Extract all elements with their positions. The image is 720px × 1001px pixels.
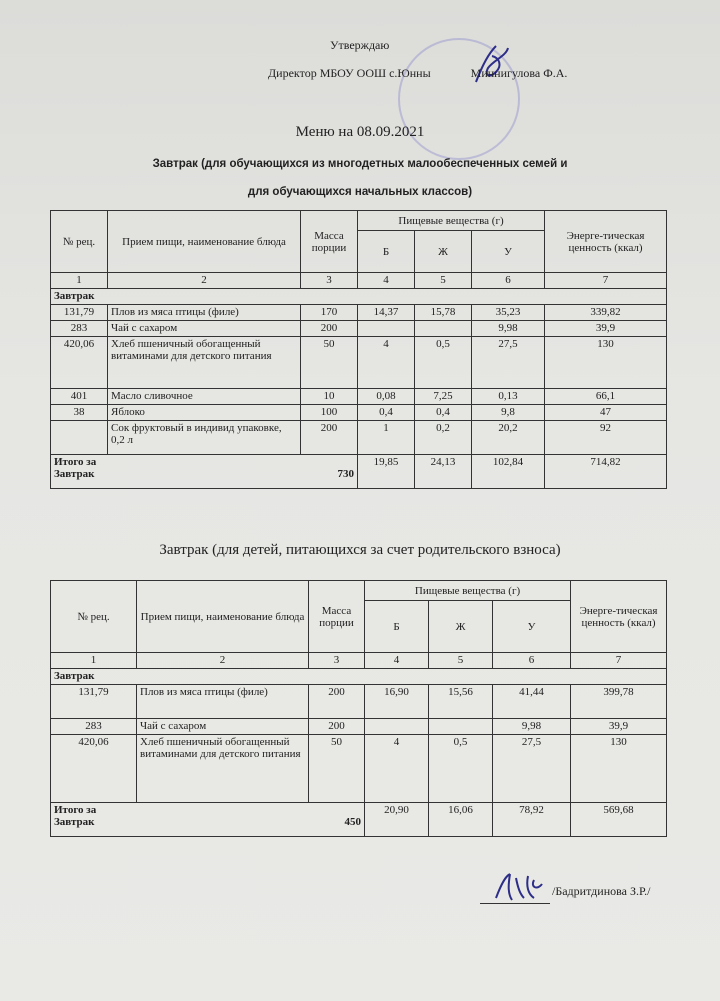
approve-label: Утверждаю xyxy=(330,38,390,52)
table-row xyxy=(51,337,667,389)
cell-name: Яблоко xyxy=(108,405,301,421)
cell-no xyxy=(51,421,108,455)
director-title: Директор МБОУ ООШ с.Юнны xyxy=(268,66,431,80)
col-number: 3 xyxy=(309,653,365,669)
col-number: 5 xyxy=(429,653,493,669)
cell-u: 9,98 xyxy=(472,321,545,337)
cell-no: 131,79 xyxy=(51,305,108,321)
cell-name: Чай с сахаром xyxy=(137,719,309,735)
total-energy: 714,82 xyxy=(545,455,667,489)
cell-mass: 10 xyxy=(301,389,358,405)
total-label-line1: Итого за xyxy=(54,456,97,468)
col-header-b: Б xyxy=(358,231,415,273)
cell-zh xyxy=(415,321,472,337)
cell-energy: 92 xyxy=(545,421,667,455)
cell-zh: 0,5 xyxy=(429,735,493,803)
table-row xyxy=(51,719,667,735)
cell-b: 16,90 xyxy=(365,685,429,719)
director-line xyxy=(268,66,567,81)
total-zh: 24,13 xyxy=(415,455,472,489)
section2-title: Завтрак (для детей, питающихся за счет родительского взноса) xyxy=(159,542,561,558)
cell-no: 420,06 xyxy=(51,337,108,389)
total-label-line2: Завтрак xyxy=(54,468,95,480)
col-number: 2 xyxy=(137,653,309,669)
cell-energy: 47 xyxy=(545,405,667,421)
cell-b: 0,4 xyxy=(358,405,415,421)
total-label-line1: Итого за xyxy=(54,804,97,816)
cell-energy: 39,9 xyxy=(545,321,667,337)
total-mass: 730 xyxy=(337,468,354,480)
cell-b: 1 xyxy=(358,421,415,455)
col-number: 5 xyxy=(415,273,472,289)
cell-mass: 200 xyxy=(301,421,358,455)
cell-zh: 0,2 xyxy=(415,421,472,455)
total-u: 102,84 xyxy=(472,455,545,489)
total-label xyxy=(51,455,358,489)
group-label: Завтрак xyxy=(51,289,667,305)
cell-mass: 170 xyxy=(301,305,358,321)
col-number: 7 xyxy=(571,653,667,669)
total-zh: 16,06 xyxy=(429,803,493,837)
cell-no: 131,79 xyxy=(51,685,137,719)
cell-zh: 15,78 xyxy=(415,305,472,321)
total-row xyxy=(51,455,667,489)
col-header-meal: Прием пищи, наименование блюда xyxy=(137,581,309,653)
table-row xyxy=(51,405,667,421)
total-row xyxy=(51,803,667,837)
table-row xyxy=(51,321,667,337)
cell-zh xyxy=(429,719,493,735)
col-number: 6 xyxy=(472,273,545,289)
col-header-mass: Масса порции xyxy=(301,211,358,273)
col-number: 7 xyxy=(545,273,667,289)
group-label: Завтрак xyxy=(51,669,667,685)
col-header-b: Б xyxy=(365,601,429,653)
cell-b: 4 xyxy=(365,735,429,803)
col-header-zh: Ж xyxy=(429,601,493,653)
col-header-energy: Энерге-тическая ценность (ккал) xyxy=(571,581,667,653)
cell-name: Сок фруктовый в индивид упаковке, 0,2 л xyxy=(108,421,301,455)
col-number: 4 xyxy=(365,653,429,669)
cell-no: 420,06 xyxy=(51,735,137,803)
total-label-line2: Завтрак xyxy=(54,816,95,828)
cell-mass: 50 xyxy=(309,735,365,803)
cell-energy: 339,82 xyxy=(545,305,667,321)
col-header-energy: Энерге-тическая ценность (ккал) xyxy=(545,211,667,273)
menu-table-1 xyxy=(50,210,667,489)
cell-b xyxy=(365,719,429,735)
cell-b: 0,08 xyxy=(358,389,415,405)
cell-no: 283 xyxy=(51,321,108,337)
cell-name: Масло сливочное xyxy=(108,389,301,405)
col-number: 3 xyxy=(301,273,358,289)
cell-energy: 130 xyxy=(545,337,667,389)
cell-mass: 200 xyxy=(309,685,365,719)
total-u: 78,92 xyxy=(493,803,571,837)
cell-b: 4 xyxy=(358,337,415,389)
cell-mass: 200 xyxy=(309,719,365,735)
col-number-row xyxy=(51,653,667,669)
cell-name: Плов из мяса птицы (филе) xyxy=(137,685,309,719)
cell-mass: 100 xyxy=(301,405,358,421)
cell-energy: 399,78 xyxy=(571,685,667,719)
total-b: 20,90 xyxy=(365,803,429,837)
cell-energy: 39,9 xyxy=(571,719,667,735)
cell-no: 401 xyxy=(51,389,108,405)
col-header-mass: Масса порции xyxy=(309,581,365,653)
cell-energy: 66,1 xyxy=(545,389,667,405)
total-b: 19,85 xyxy=(358,455,415,489)
cell-energy: 130 xyxy=(571,735,667,803)
col-number-row xyxy=(51,273,667,289)
total-mass: 450 xyxy=(344,816,361,828)
cell-no: 38 xyxy=(51,405,108,421)
cell-name: Плов из мяса птицы (филе) xyxy=(108,305,301,321)
table-row xyxy=(51,389,667,405)
signer-signature xyxy=(490,868,550,908)
col-number: 6 xyxy=(493,653,571,669)
table-row xyxy=(51,735,667,803)
section1-title-line2: для обучающихся начальных классов) xyxy=(247,186,473,198)
col-header-u: У xyxy=(472,231,545,273)
col-header-zh: Ж xyxy=(415,231,472,273)
cell-u: 20,2 xyxy=(472,421,545,455)
cell-b xyxy=(358,321,415,337)
menu-title: Меню на 08.09.2021 xyxy=(295,124,425,140)
cell-u: 9,8 xyxy=(472,405,545,421)
section1-title-line1: Завтрак (для обучающихся из многодетных малообеспеченных семей и xyxy=(152,158,568,170)
cell-no: 283 xyxy=(51,719,137,735)
total-label xyxy=(51,803,365,837)
cell-mass: 200 xyxy=(301,321,358,337)
cell-zh: 0,4 xyxy=(415,405,472,421)
table-row xyxy=(51,305,667,321)
col-header-no: № рец. xyxy=(51,581,137,653)
cell-u: 35,23 xyxy=(472,305,545,321)
cell-name: Чай с сахаром xyxy=(108,321,301,337)
signer-name: /Бадритдинова З.Р./ xyxy=(552,884,651,898)
col-number: 2 xyxy=(108,273,301,289)
col-header-u: У xyxy=(493,601,571,653)
col-number: 1 xyxy=(51,653,137,669)
col-number: 4 xyxy=(358,273,415,289)
cell-u: 41,44 xyxy=(493,685,571,719)
cell-zh: 0,5 xyxy=(415,337,472,389)
cell-u: 9,98 xyxy=(493,719,571,735)
table-row xyxy=(51,685,667,719)
table-row xyxy=(51,421,667,455)
cell-zh: 15,56 xyxy=(429,685,493,719)
menu-table-2 xyxy=(50,580,667,837)
col-number: 1 xyxy=(51,273,108,289)
cell-zh: 7,25 xyxy=(415,389,472,405)
cell-u: 27,5 xyxy=(472,337,545,389)
cell-b: 14,37 xyxy=(358,305,415,321)
cell-name: Хлеб пшеничный обогащенный витаминами для детского питания xyxy=(137,735,309,803)
col-header-no: № рец. xyxy=(51,211,108,273)
cell-u: 27,5 xyxy=(493,735,571,803)
director-name: Миннигулова Ф.А. xyxy=(470,66,568,80)
cell-name: Хлеб пшеничный обогащенный витаминами для детского питания xyxy=(108,337,301,389)
col-header-nutrients: Пищевые вещества (г) xyxy=(358,211,545,231)
col-header-meal: Прием пищи, наименование блюда xyxy=(108,211,301,273)
col-header-nutrients: Пищевые вещества (г) xyxy=(365,581,571,601)
cell-u: 0,13 xyxy=(472,389,545,405)
cell-mass: 50 xyxy=(301,337,358,389)
total-energy: 569,68 xyxy=(571,803,667,837)
signature-line xyxy=(480,903,550,904)
